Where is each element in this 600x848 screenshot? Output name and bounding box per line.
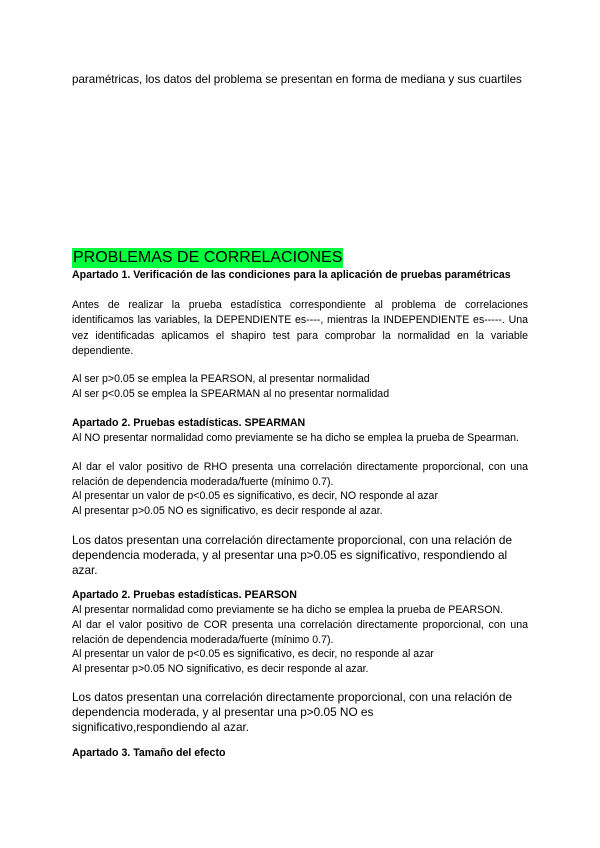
intro-paragraph: paramétricas, los datos del problema se presentan en forma de mediana y sus cuartiles	[72, 73, 522, 86]
apartado3-heading: Apartado 3. Tamaño del efecto	[72, 747, 226, 759]
pearson-line-4: Al presentar p>0.05 NO significativo, es decir responde al azar.	[72, 663, 369, 675]
pearson-conclusion-line-2: significativo,respondiendo al azar.	[72, 720, 250, 735]
apartado1-spearman-line: Al ser p<0.05 se emplea la SPEARMAN al no presentar normalidad	[72, 388, 390, 400]
spearman-conclusion: Los datos presentan una correlación directamente proporcional, con una relación de dependencia moderada, y al presentar una p>0.05 es significativo, respondiendo al azar.	[72, 533, 513, 578]
section-title: PROBLEMAS DE CORRELACIONES	[73, 249, 343, 266]
pearson-line-1: Al presentar normalidad como previamente se ha dicho se emplea la prueba de PEARSON.	[72, 604, 504, 616]
apartado1-pearson-line: Al ser p>0.05 se emplea la PEARSON, al presentar normalidad	[72, 373, 370, 385]
pearson-line-3: Al presentar un valor de p<0.05 es significativo, es decir, no responde al azar	[72, 648, 434, 660]
apartado1-body: Antes de realizar la prueba estadística correspondiente al problema de correlaciones identificamos las variables, la DEPENDIENTE es----, mientras la INDEPENDIENTE es-----. Una vez identificadas aplicamos el shapiro test para comprobar la normalidad en la variable dependiente.	[72, 299, 528, 358]
pearson-line-2: Al dar el valor positivo de COR presenta una correlación directamente proporcional, con una relación de dependencia moderada/fuerte (mínimo 0.7).	[72, 619, 528, 647]
apartado1-heading: Apartado 1. Verificación de las condiciones para la aplicación de pruebas paramétricas	[72, 269, 511, 281]
apartado2-pearson-heading: Apartado 2. Pruebas estadísticas. PEARSON	[72, 589, 297, 601]
pearson-conclusion	[72, 690, 528, 736]
spearman-line-2: Al dar el valor positivo de RHO presenta una correlación directamente proporcional, con una relación de dependencia moderada/fuerte (mínimo 0.7).	[72, 461, 528, 489]
spearman-line-1: Al NO presentar normalidad como previamente se ha dicho se emplea la prueba de Spearman.	[72, 432, 519, 444]
spearman-line-3: Al presentar un valor de p<0.05 es significativo, es decir, NO responde al azar	[72, 490, 438, 502]
pearson-conclusion-line-1: Los datos presentan una correlación directamente proporcional, con una relación de dependencia moderada, y al presentar una p>0.05 NO es	[72, 690, 513, 720]
apartado2-spearman-heading: Apartado 2. Pruebas estadísticas. SPEARMAN	[72, 417, 306, 429]
spearman-line-4: Al presentar p>0.05 NO es significativo, es decir responde al azar.	[72, 505, 383, 517]
